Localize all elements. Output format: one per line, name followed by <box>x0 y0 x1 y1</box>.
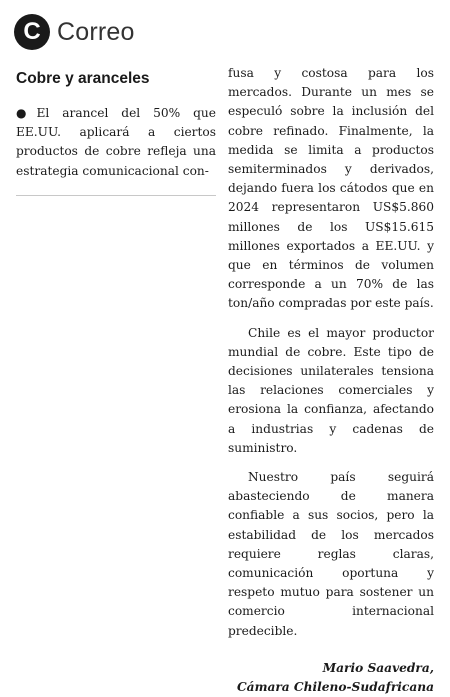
article-title: Cobre y aranceles <box>16 70 150 87</box>
section-badge-icon <box>14 14 50 50</box>
author-name: Mario Saavedra, <box>322 660 434 675</box>
signature <box>228 659 434 697</box>
article-paragraph-lead <box>16 104 216 181</box>
article-paragraph-3: Nuestro país seguirá abasteciendo de manera confiable a sus socios, pero la estabilidad de los mercados requiere reglas claras, comunicación oportuna y respeto mutuo para sostener un comercio internacional predecible. <box>228 470 434 638</box>
bullet-icon: ● <box>16 106 36 120</box>
author-organization: Cámara Chileno-Sudafricana <box>236 679 434 694</box>
article-right-column <box>228 64 434 697</box>
section-name: Correo <box>57 17 135 46</box>
badge-letter: C <box>23 18 41 45</box>
section-header <box>14 14 135 50</box>
lead-text: El arancel del 50% que EE.UU. aplicará a ciertos productos de cobre refleja una estrategia comunicacional con- <box>16 106 216 178</box>
article-left-column <box>16 64 216 196</box>
article-paragraph-1: fusa y costosa para los mercados. Durante un mes se especuló sobre la inclusión del cobre refinado. Finalmente, la medida se limita a productos semiterminados y derivados, dejando fuera los cátodos que en 2024 representaron US$5.860 millones de los US$15.615 millones exportados a EE.UU. y que en términos de volumen corresponde a un 70% de las ton/año compradas por este país. <box>228 66 434 311</box>
article-paragraph-2: Chile es el mayor productor mundial de cobre. Este tipo de decisiones unilaterales tensiona las relaciones comerciales y erosiona la confianza, afectando a industrias y cadenas de suministro. <box>228 325 434 455</box>
